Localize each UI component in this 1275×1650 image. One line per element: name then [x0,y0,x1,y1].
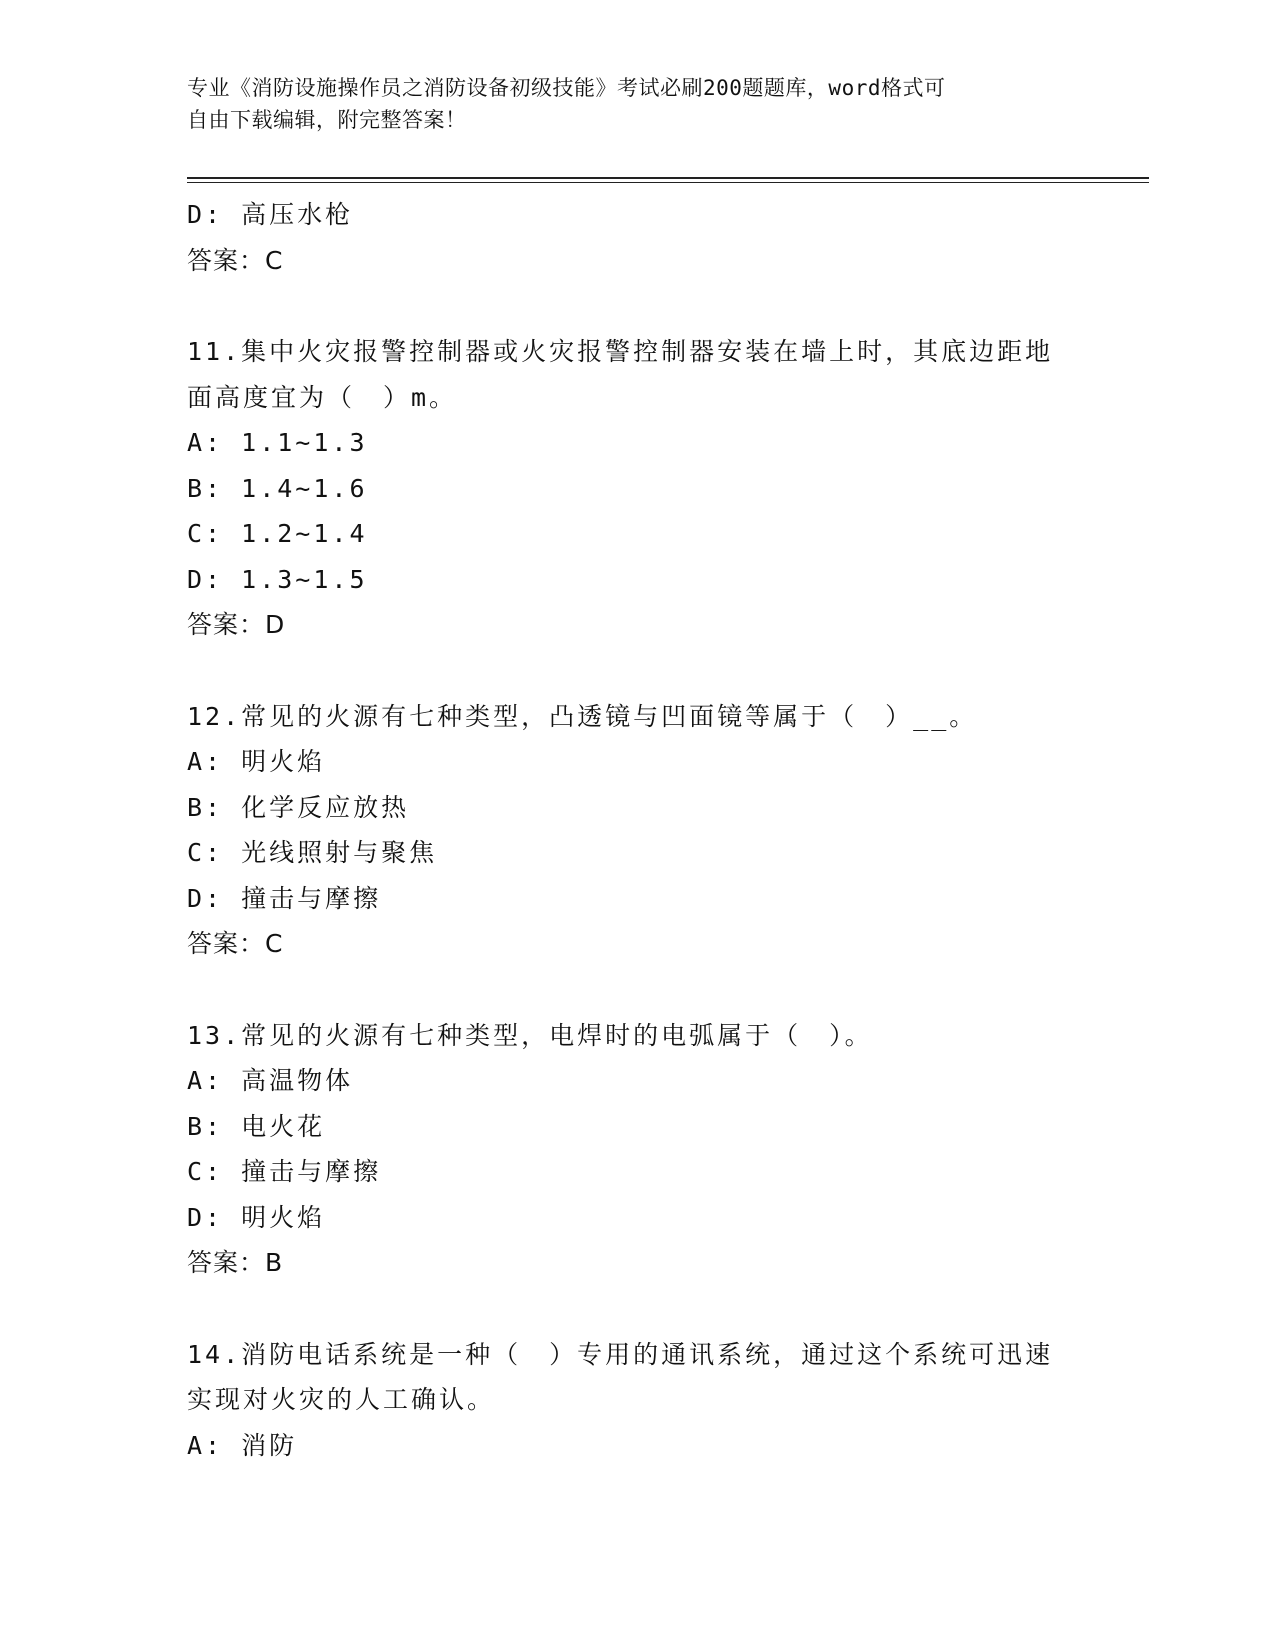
option-a: A: 消防 [187,1430,298,1460]
spacer [187,967,1087,1013]
option-c: C: 光线照射与聚焦 [187,838,438,867]
option-a: A: 1.1~1.3 [187,428,368,457]
question-stem-line-2: 面高度宜为（ ）m。 [187,382,458,412]
spacer [187,648,1087,694]
spacer [187,1286,1087,1332]
question-11 [187,329,1087,648]
option-d: D: 1.3~1.5 [187,564,368,594]
option-b: B: 化学反应放热 [187,792,410,822]
spacer [187,283,1087,329]
question-13 [187,1013,1087,1286]
option-c: C: 撞击与摩擦 [187,1157,382,1186]
page-header [187,72,1067,136]
answer-line: 答案：D [187,610,286,639]
option-d: D: 明火焰 [187,1202,326,1232]
question-12 [187,694,1087,967]
option-b: B: 电火花 [187,1111,326,1141]
option-d: D: 高压水枪 [187,200,354,229]
option-c: C: 1.2~1.4 [187,519,368,548]
question-stem-line-1: 12.常见的火源有七种类型，凸透镜与凹面镜等属于（ ）__。 [187,701,978,731]
question-list [187,192,1087,1468]
header-title-line-1: 专业《消防设施操作员之消防设备初级技能》考试必刷200题题库，word格式可 [187,76,946,100]
option-b: B: 1.4~1.6 [187,473,368,503]
option-a: A: 明火焰 [187,747,326,776]
option-d: D: 撞击与摩擦 [187,883,382,913]
question-stem-line-1: 11.集中火灾报警控制器或火灾报警控制器安装在墙上时，其底边距地 [187,337,1054,366]
question-14 [187,1332,1087,1469]
header-title-line-2: 自由下载编辑，附完整答案！ [187,108,467,132]
answer-line: 答案：B [187,1248,284,1277]
answer-line: 答案：C [187,929,284,958]
answer-line: 答案：C [187,245,284,275]
option-a: A: 高温物体 [187,1066,354,1095]
question-stem-line-2: 实现对火灾的人工确认。 [187,1385,496,1414]
question-stem-line-1: 14.消防电话系统是一种（ ）专用的通讯系统，通过这个系统可迅速 [187,1339,1054,1369]
header-divider-thin [187,182,1149,183]
header-divider-thick [187,177,1149,179]
question-stem-line-1: 13.常见的火源有七种类型，电焊时的电弧属于（ ）。 [187,1020,873,1050]
